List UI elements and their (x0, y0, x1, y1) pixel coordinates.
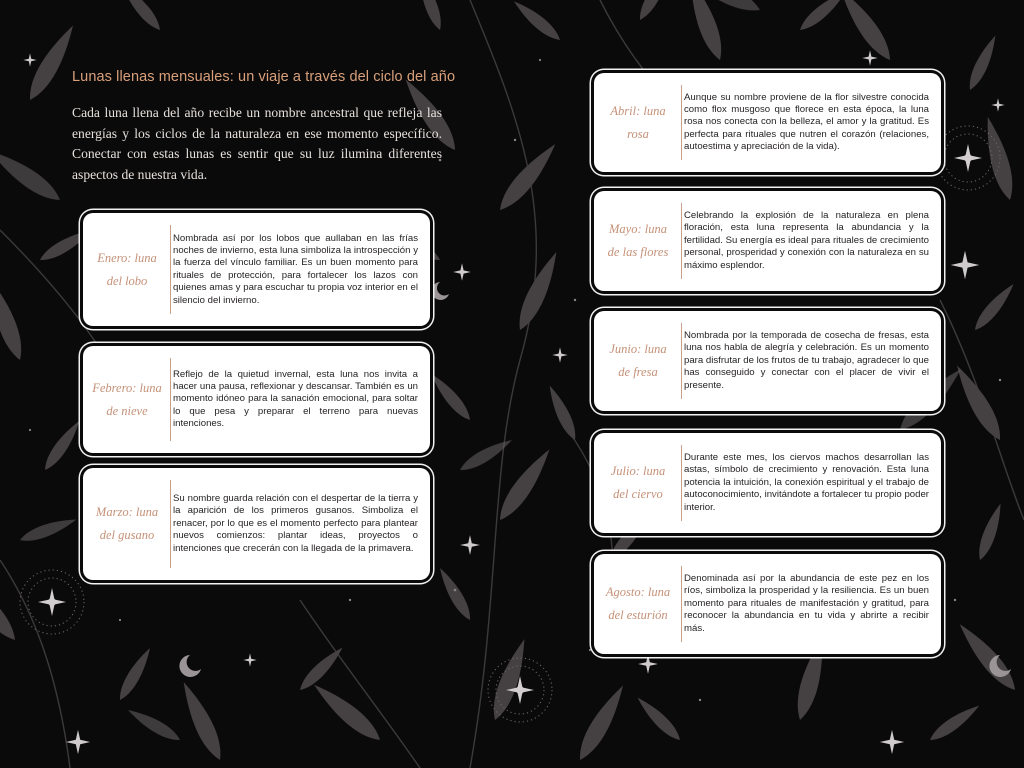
moon-card-month: Junio: luna de fresa (609, 342, 667, 379)
card-divider (681, 203, 682, 279)
moon-card-agosto (594, 554, 941, 654)
card-divider (681, 566, 682, 642)
moon-card-month: Abril: luna rosa (610, 103, 666, 141)
moon-card-month: Enero: luna del lobo (97, 250, 157, 288)
moon-card-month: Febrero: luna de nieve (92, 380, 162, 418)
intro-paragraph: Cada luna llena del año recibe un nombre ancestral que refleja las energías y los ciclos de la naturaleza en ese momento específico. Conectar con estas lunas es sentir que su luz ilumina diferentes aspectos de nuestra vida. (72, 105, 442, 182)
moon-card-description: Denominada así por la abundancia de este pez en los ríos, simboliza la prosperidad y la resiliencia. Es un buen momento para rituales de manifestación y gratitud, para reconocer la abundancia en tu vida y abrirte a recibir más. (684, 572, 929, 634)
moon-card-description: Celebrando la explosión de la naturaleza en plena floración, esta luna representa la abundancia y la fertilidad. Su energía es ideal para rituales de crecimiento personal, prosperidad y conexión con la naturaleza en su máximo esplendor. (684, 209, 929, 271)
card-divider (170, 358, 171, 441)
moon-card-description: Nombrada por la temporada de cosecha de fresas, esta luna nos habla de alegría y celebración. Es un momento para disfrutar de los frutos de tu trabajo, agradecer lo que has conseguido y conectar con el placer de vivir el presente. (684, 329, 929, 391)
moon-card-marzo (83, 468, 430, 580)
card-divider (170, 225, 171, 314)
page-title: Lunas llenas mensuales: un viaje a través del ciclo del año (72, 69, 456, 85)
moon-card-month: Julio: luna del ciervo (610, 464, 666, 501)
moon-card-description: Durante este mes, los ciervos machos desarrollan las astas, símbolo de crecimiento y renovación. Esta luna potencia la intuición, la conexión espiritual y el trabajo de autoconocimiento, invitándote a fortalecer tu propio poder interior. (684, 451, 929, 513)
moon-card-description: Reflejo de la quietud invernal, esta luna nos invita a hacer una pausa, reflexionar y descansar. También es un momento idóneo para la sanación emocional, para soltar lo que pesa y preparar el terreno para nuevas intenciones. (173, 368, 418, 430)
moon-card-description: Su nombre guarda relación con el despertar de la tierra y la aparición de los primeros gusanos. Simboliza el renacer, por lo que es el momento perfecto para plantear nuevos comienzos: plantar ideas, proyectos o intenciones que crecerán con la llegada de la primavera. (173, 492, 418, 554)
moon-card-febrero (83, 346, 430, 453)
moon-card-enero (83, 213, 430, 326)
card-divider (170, 480, 171, 568)
moon-card-description: Aunque su nombre proviene de la flor silvestre conocida como flox musgoso que florece en esta época, la luna rosa nos conecta con la belleza, el amor y la gratitud. Es perfecta para rituales que nutren el corazón (relaciones, autoestima y apreciación de la vida). (684, 91, 929, 153)
card-divider (681, 323, 682, 399)
moon-card-month: Marzo: luna del gusano (95, 505, 159, 542)
moon-card-month: Agosto: luna del esturión (605, 585, 671, 622)
moon-card-abril (594, 73, 941, 172)
moon-card-junio (594, 311, 941, 411)
card-divider (681, 445, 682, 521)
moon-card-month: Mayo: luna de las flores (607, 222, 669, 259)
moon-card-julio (594, 433, 941, 533)
moon-card-mayo (594, 191, 941, 291)
moon-card-description: Nombrada así por los lobos que aullaban en las frías noches de invierno, esta luna simboliza la introspección y la fuerza del vínculo familiar. Es un buen momento para rituales de protección, para fortalecer los lazos con quienes amas y para escuchar tu propia voz interior en el silencio del invierno. (173, 232, 418, 306)
card-divider (681, 85, 682, 160)
